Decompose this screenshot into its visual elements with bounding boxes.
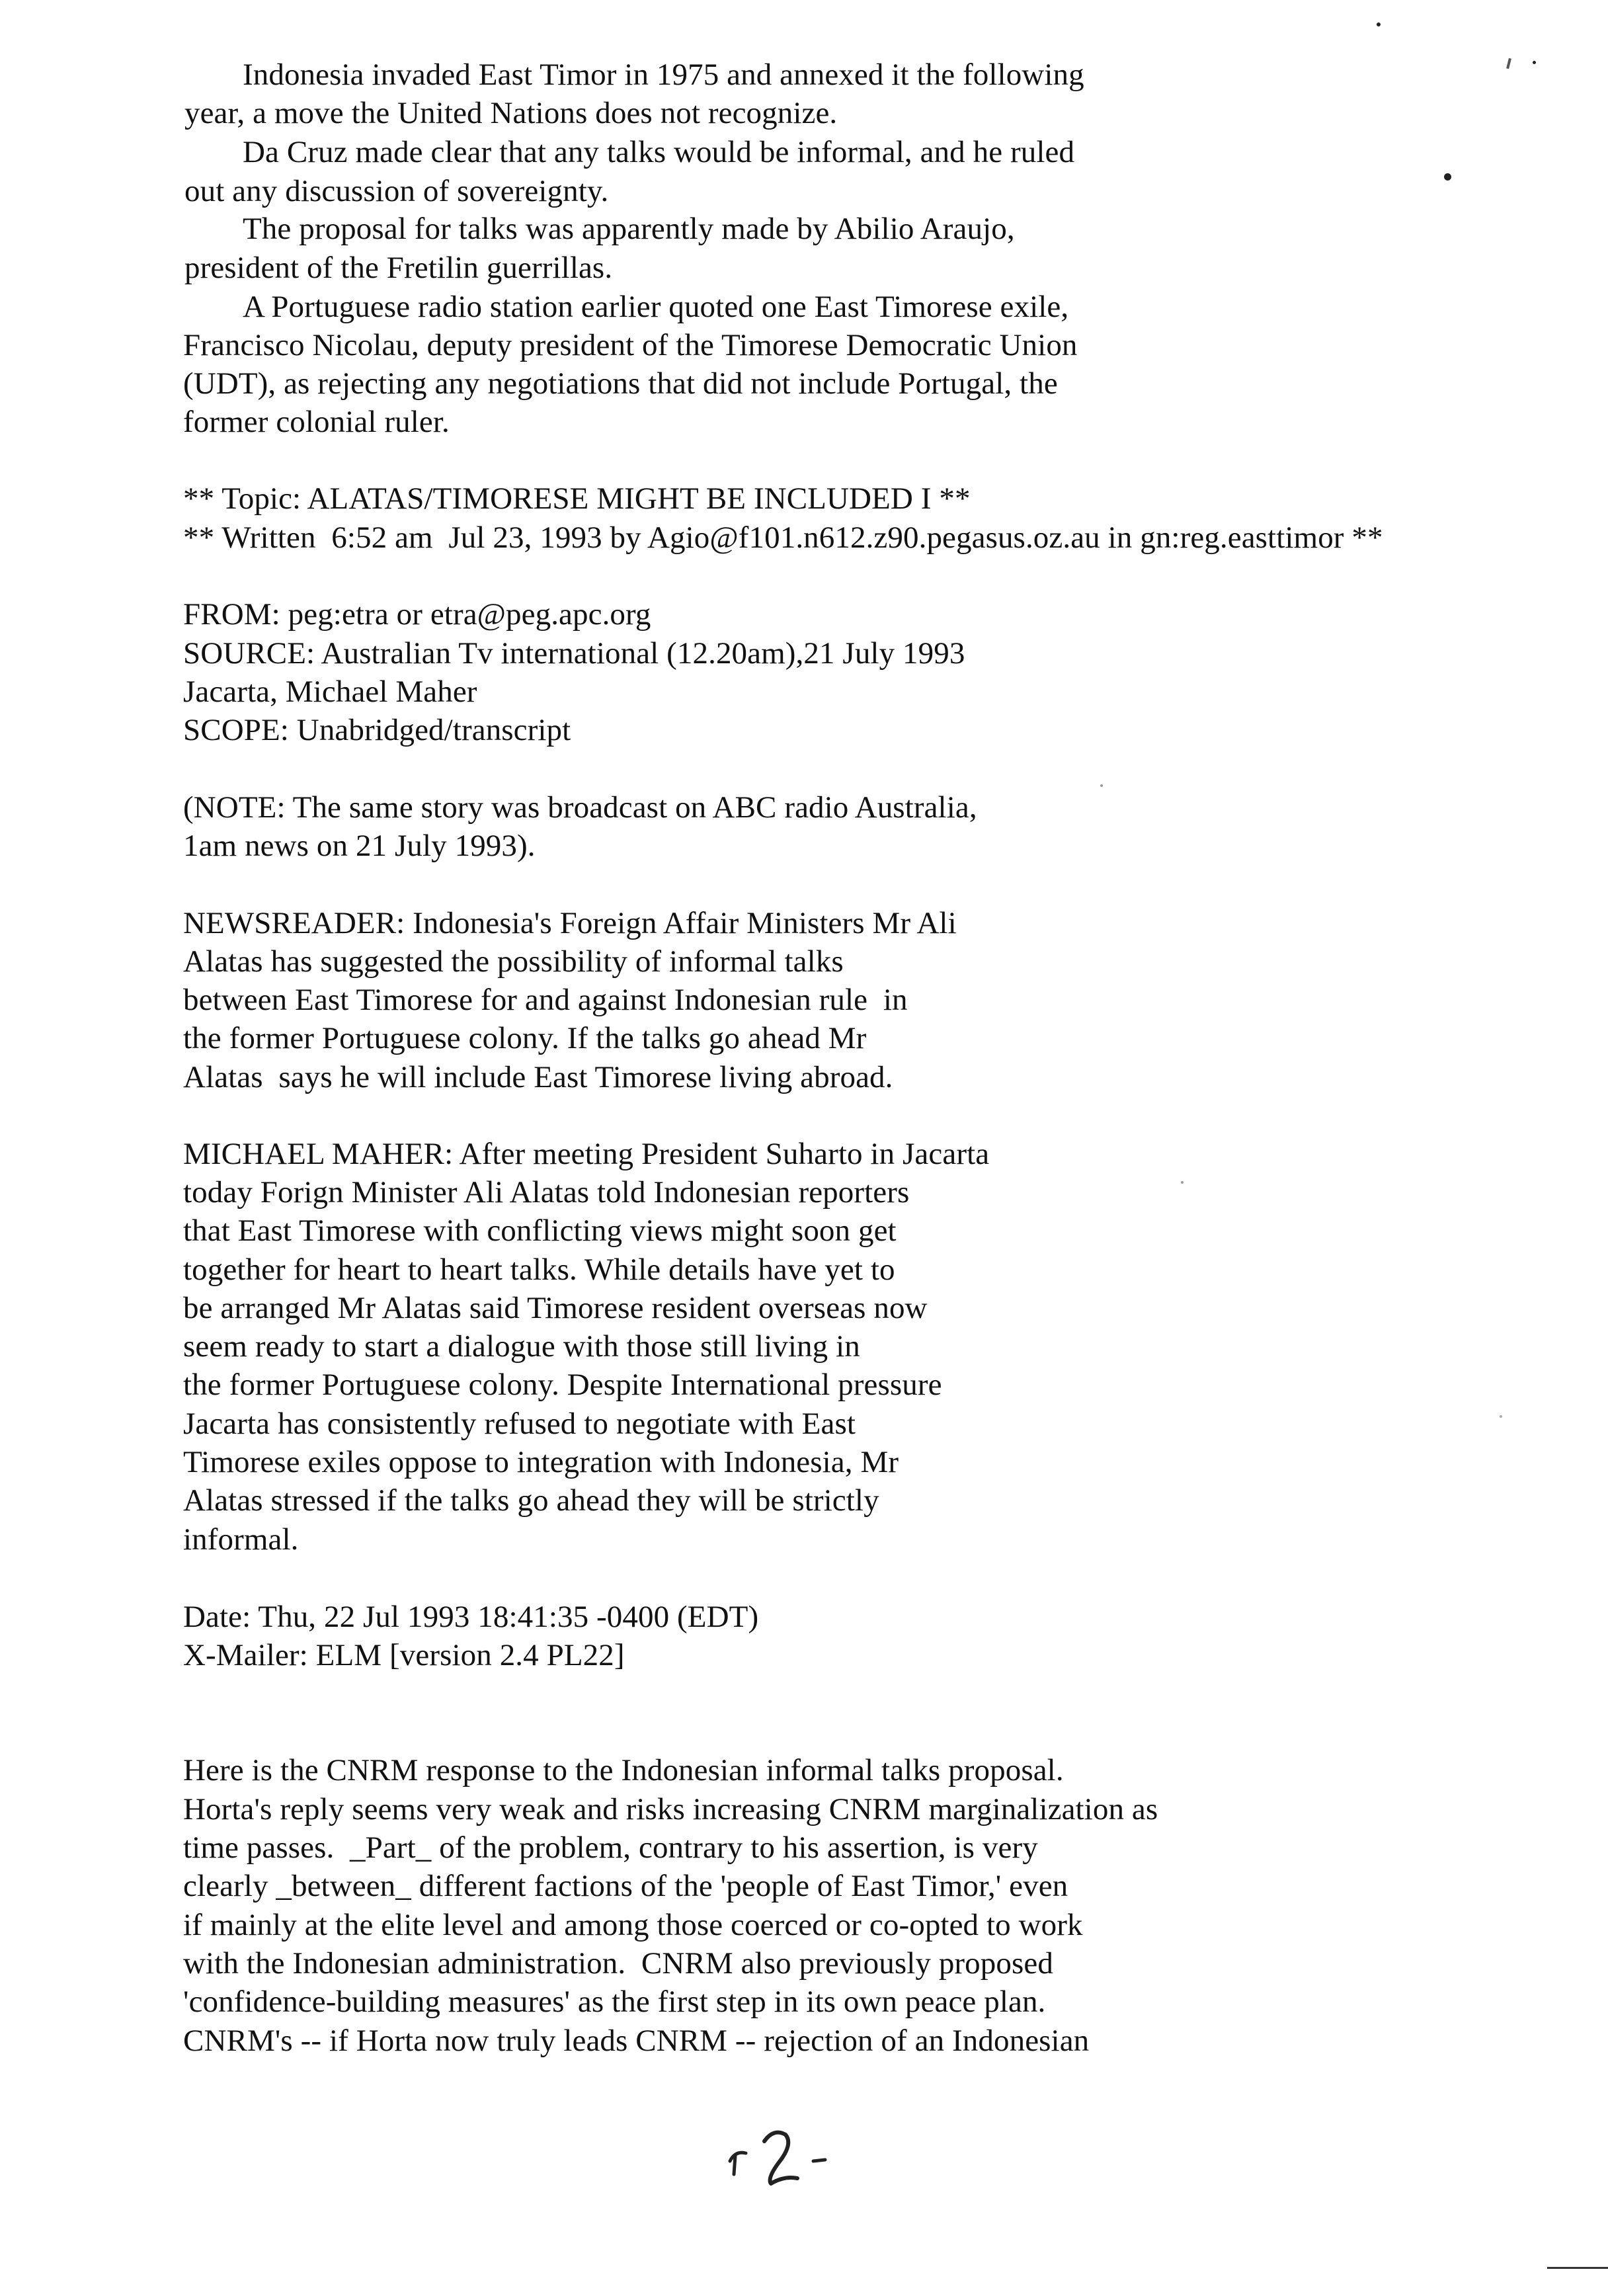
newsreader-line-2: Alatas has suggested the possibility of informal talks: [183, 944, 844, 979]
newsreader-line-4: the former Portuguese colony. If the talks go ahead Mr: [183, 1021, 867, 1055]
maher-line-7: the former Portuguese colony. Despite International pressure: [183, 1368, 942, 1402]
scan-speck: [1377, 22, 1381, 26]
scan-speck: [1100, 784, 1103, 787]
paragraph-2-line-2: out any discussion of sovereignty.: [184, 174, 609, 208]
newsreader-line-3: between East Timorese for and against Indonesian rule in: [183, 983, 908, 1017]
maher-line-9: Timorese exiles oppose to integration with Indonesia, Mr: [183, 1445, 899, 1479]
maher-line-2: today Forign Minister Ali Alatas told Indonesian reporters: [183, 1175, 910, 1210]
handwritten-page-number: [721, 2110, 853, 2189]
maher-line-1: MICHAEL MAHER: After meeting President Suharto in Jacarta: [183, 1137, 990, 1171]
maher-line-4: together for heart to heart talks. While details have yet to: [183, 1252, 895, 1287]
scan-dot: [1444, 173, 1451, 181]
paragraph-4-line-2: Francisco Nicolau, deputy president of the Timorese Democratic Union: [183, 328, 1078, 362]
place-line: Jacarta, Michael Maher: [183, 675, 477, 709]
maher-line-5: be arranged Mr Alatas said Timorese resident overseas now: [183, 1291, 928, 1325]
maher-line-11: informal.: [183, 1522, 299, 1557]
scan-speck: [1500, 1415, 1502, 1418]
scope-line: SCOPE: Unabridged/transcript: [183, 713, 571, 747]
newsreader-line-5: Alatas says he will include East Timorese living abroad.: [183, 1060, 893, 1094]
paragraph-4-line-1: A Portuguese radio station earlier quoted one East Timorese exile,: [243, 290, 1069, 324]
cnrm-line-8: CNRM's -- if Horta now truly leads CNRM -- rejection of an Indonesian: [183, 2024, 1090, 2058]
paragraph-4-line-3: (UDT), as rejecting any negotiations that did not include Portugal, the: [183, 366, 1058, 401]
cnrm-line-6: with the Indonesian administration. CNRM also previously proposed: [183, 1946, 1053, 1981]
cnrm-line-3: time passes. _Part_ of the problem, contrary to his assertion, is very: [183, 1830, 1038, 1865]
scan-speck: [1533, 61, 1536, 64]
newsreader-line-1: NEWSREADER: Indonesia's Foreign Affair Ministers Mr Ali: [183, 906, 957, 940]
note-line-2: 1am news on 21 July 1993).: [183, 829, 536, 863]
maher-line-6: seem ready to start a dialogue with those still living in: [183, 1329, 860, 1364]
note-line-1: (NOTE: The same story was broadcast on ABC radio Australia,: [183, 790, 977, 825]
written-line: ** Written 6:52 am Jul 23, 1993 by Agio@f101.n612.z90.pegasus.oz.au in gn:reg.easttimor **: [183, 520, 1383, 555]
cnrm-line-1: Here is the CNRM response to the Indonesian informal talks proposal.: [183, 1753, 1064, 1787]
maher-line-3: that East Timorese with conflicting views might soon get: [183, 1213, 897, 1248]
cnrm-line-2: Horta's reply seems very weak and risks increasing CNRM marginalization as: [183, 1792, 1158, 1826]
maher-line-10: Alatas stressed if the talks go ahead they will be strictly: [183, 1483, 879, 1518]
from-line: FROM: peg:etra or etra@peg.apc.org: [183, 597, 651, 632]
scan-speck: [1181, 1181, 1184, 1184]
cnrm-line-5: if mainly at the elite level and among those coerced or co-opted to work: [183, 1908, 1083, 1942]
scan-mark: [1506, 58, 1511, 69]
cnrm-line-7: 'confidence-building measures' as the first step in its own peace plan.: [183, 1985, 1046, 2019]
maher-line-8: Jacarta has consistently refused to negotiate with East: [183, 1407, 856, 1441]
paragraph-3-line-1: The proposal for talks was apparently made by Abilio Araujo,: [243, 212, 1015, 246]
scan-edge-line: [1547, 2267, 1608, 2269]
cnrm-line-4: clearly _between_ different factions of the 'people of East Timor,' even: [183, 1869, 1068, 1903]
paragraph-3-line-2: president of the Fretilin guerrillas.: [184, 251, 613, 285]
source-line: SOURCE: Australian Tv international (12.20am),21 July 1993: [183, 636, 965, 671]
paragraph-1-line-2: year, a move the United Nations does not recognize.: [184, 96, 838, 130]
paragraph-1-line-1: Indonesia invaded East Timor in 1975 and annexed it the following: [243, 58, 1084, 92]
mailer-line: X-Mailer: ELM [version 2.4 PL22]: [183, 1638, 625, 1672]
paragraph-2-line-1: Da Cruz made clear that any talks would be informal, and he ruled: [243, 135, 1075, 169]
paragraph-4-line-4: former colonial ruler.: [183, 405, 450, 439]
topic-line: ** Topic: ALATAS/TIMORESE MIGHT BE INCLUDED I **: [183, 481, 971, 516]
date-line: Date: Thu, 22 Jul 1993 18:41:35 -0400 (EDT): [183, 1600, 759, 1634]
